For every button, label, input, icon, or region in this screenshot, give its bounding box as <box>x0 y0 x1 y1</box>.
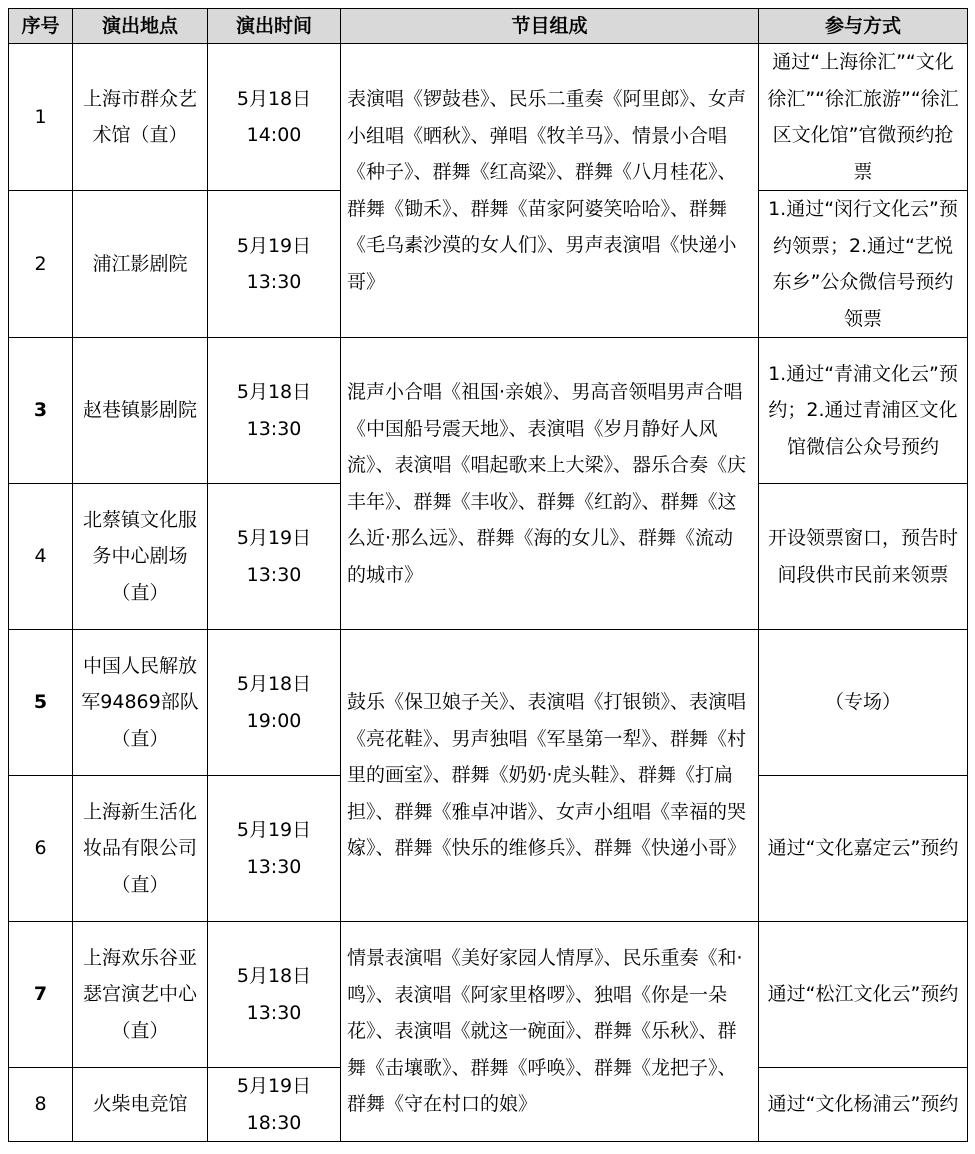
program-cell: 情景表演唱《美好家园人情厚》、民乐重奏《和·鸣》、表演唱《阿家里格啰》、独唱《你是一朵花》、表演唱《就这一碗面》、群舞《乐秋》、群舞《击壤歌》、群舞《呼唤》、群舞《龙把子》、群舞《守在村口的娘》 <box>341 922 759 1142</box>
time-cell <box>208 44 341 191</box>
header-venue: 演出地点 <box>73 9 208 44</box>
time-text: 13:30 <box>246 271 302 293</box>
program-cell: 混声小合唱《祖国·亲娘》、男高音领唱男声合唱《中国船号震天地》、表演唱《岁月静好人风流》、表演唱《唱起歌来上大梁》、器乐合奏《庆丰年》、群舞《丰收》、群舞《红韵》、群舞《这么近·那么远》、群舞《海的女儿》、群舞《流动的城市》 <box>341 338 759 630</box>
row-number: 3 <box>9 338 73 484</box>
venue-cell: 赵巷镇影剧院 <box>73 338 208 484</box>
header-row <box>9 9 968 44</box>
row-number: 2 <box>9 191 73 338</box>
time-cell <box>208 776 341 922</box>
venue-cell: 上海市群众艺术馆（直） <box>73 44 208 191</box>
table-row <box>9 338 968 484</box>
date-text: 5月18日 <box>236 87 312 110</box>
time-text: 14:00 <box>246 124 302 146</box>
time-cell <box>208 922 341 1068</box>
row-number: 7 <box>9 922 73 1068</box>
date-text: 5月18日 <box>236 381 312 403</box>
participation-cell: 1.通过“青浦文化云”预约；2.通过青浦区文化馆微信公众号预约 <box>759 338 968 484</box>
time-cell <box>208 630 341 776</box>
time-cell <box>208 1068 341 1142</box>
header-time: 演出时间 <box>208 9 341 44</box>
row-number: 1 <box>9 44 73 191</box>
time-text: 13:30 <box>246 417 302 440</box>
time-text: 18:30 <box>246 1111 302 1134</box>
row-number: 8 <box>9 1068 73 1142</box>
venue-cell: 火柴电竞馆 <box>73 1068 208 1142</box>
time-cell <box>208 338 341 484</box>
venue-cell: 浦江影剧院 <box>73 191 208 338</box>
participation-cell: 1.通过“闵行文化云”预约领票；2.通过“艺悦东乡”公众微信号预约领票 <box>759 191 968 338</box>
date-text: 5月19日 <box>236 1075 312 1097</box>
venue-cell: 上海欢乐谷亚瑟宫演艺中心（直） <box>73 922 208 1068</box>
table-row <box>9 44 968 191</box>
header-no: 序号 <box>9 9 73 44</box>
header-program: 节目组成 <box>341 9 759 44</box>
venue-cell: 上海新生活化妆品有限公司（直） <box>73 776 208 922</box>
row-number: 4 <box>9 484 73 630</box>
participation-cell: （专场） <box>759 630 968 776</box>
date-text: 5月18日 <box>236 673 312 695</box>
table-row <box>9 630 968 776</box>
date-text: 5月19日 <box>236 819 312 841</box>
date-text: 5月19日 <box>236 234 312 257</box>
time-text: 13:30 <box>246 563 302 586</box>
time-text: 19:00 <box>246 709 302 732</box>
venue-cell: 北蔡镇文化服务中心剧场（直） <box>73 484 208 630</box>
venue-cell: 中国人民解放军94869部队（直） <box>73 630 208 776</box>
schedule-table <box>8 8 968 1142</box>
row-number: 6 <box>9 776 73 922</box>
program-cell: 表演唱《锣鼓巷》、民乐二重奏《阿里郎》、女声小组唱《晒秋》、弹唱《牧羊马》、情景小合唱《种子》、群舞《红高粱》、群舞《八月桂花》、群舞《锄禾》、群舞《苗家阿婆笑哈哈》、群舞《毛乌素沙漠的女人们》、男声表演唱《快递小哥》 <box>341 44 759 338</box>
participation-cell: 通过“上海徐汇”“文化徐汇”“徐汇旅游”“徐汇区文化馆”官微预约抢票 <box>759 44 968 191</box>
time-cell <box>208 191 341 338</box>
header-participation: 参与方式 <box>759 9 968 44</box>
participation-cell: 通过“松江文化云”预约 <box>759 922 968 1068</box>
participation-cell: 通过“文化杨浦云”预约 <box>759 1068 968 1142</box>
date-text: 5月18日 <box>236 965 312 987</box>
date-text: 5月19日 <box>236 527 312 549</box>
row-number: 5 <box>9 630 73 776</box>
time-text: 13:30 <box>246 1001 302 1024</box>
time-cell <box>208 484 341 630</box>
participation-cell: 开设领票窗口，预告时间段供市民前来领票 <box>759 484 968 630</box>
table-row <box>9 922 968 1068</box>
program-cell: 鼓乐《保卫娘子关》、表演唱《打银锁》、表演唱《亮花鞋》、男声独唱《军垦第一犁》、群舞《村里的画室》、群舞《奶奶·虎头鞋》、群舞《打扁担》、群舞《雅卓冲谐》、女声小组唱《幸福的哭嫁》、群舞《快乐的维修兵》、群舞《快递小哥》 <box>341 630 759 922</box>
participation-cell: 通过“文化嘉定云”预约 <box>759 776 968 922</box>
time-text: 13:30 <box>246 855 302 878</box>
